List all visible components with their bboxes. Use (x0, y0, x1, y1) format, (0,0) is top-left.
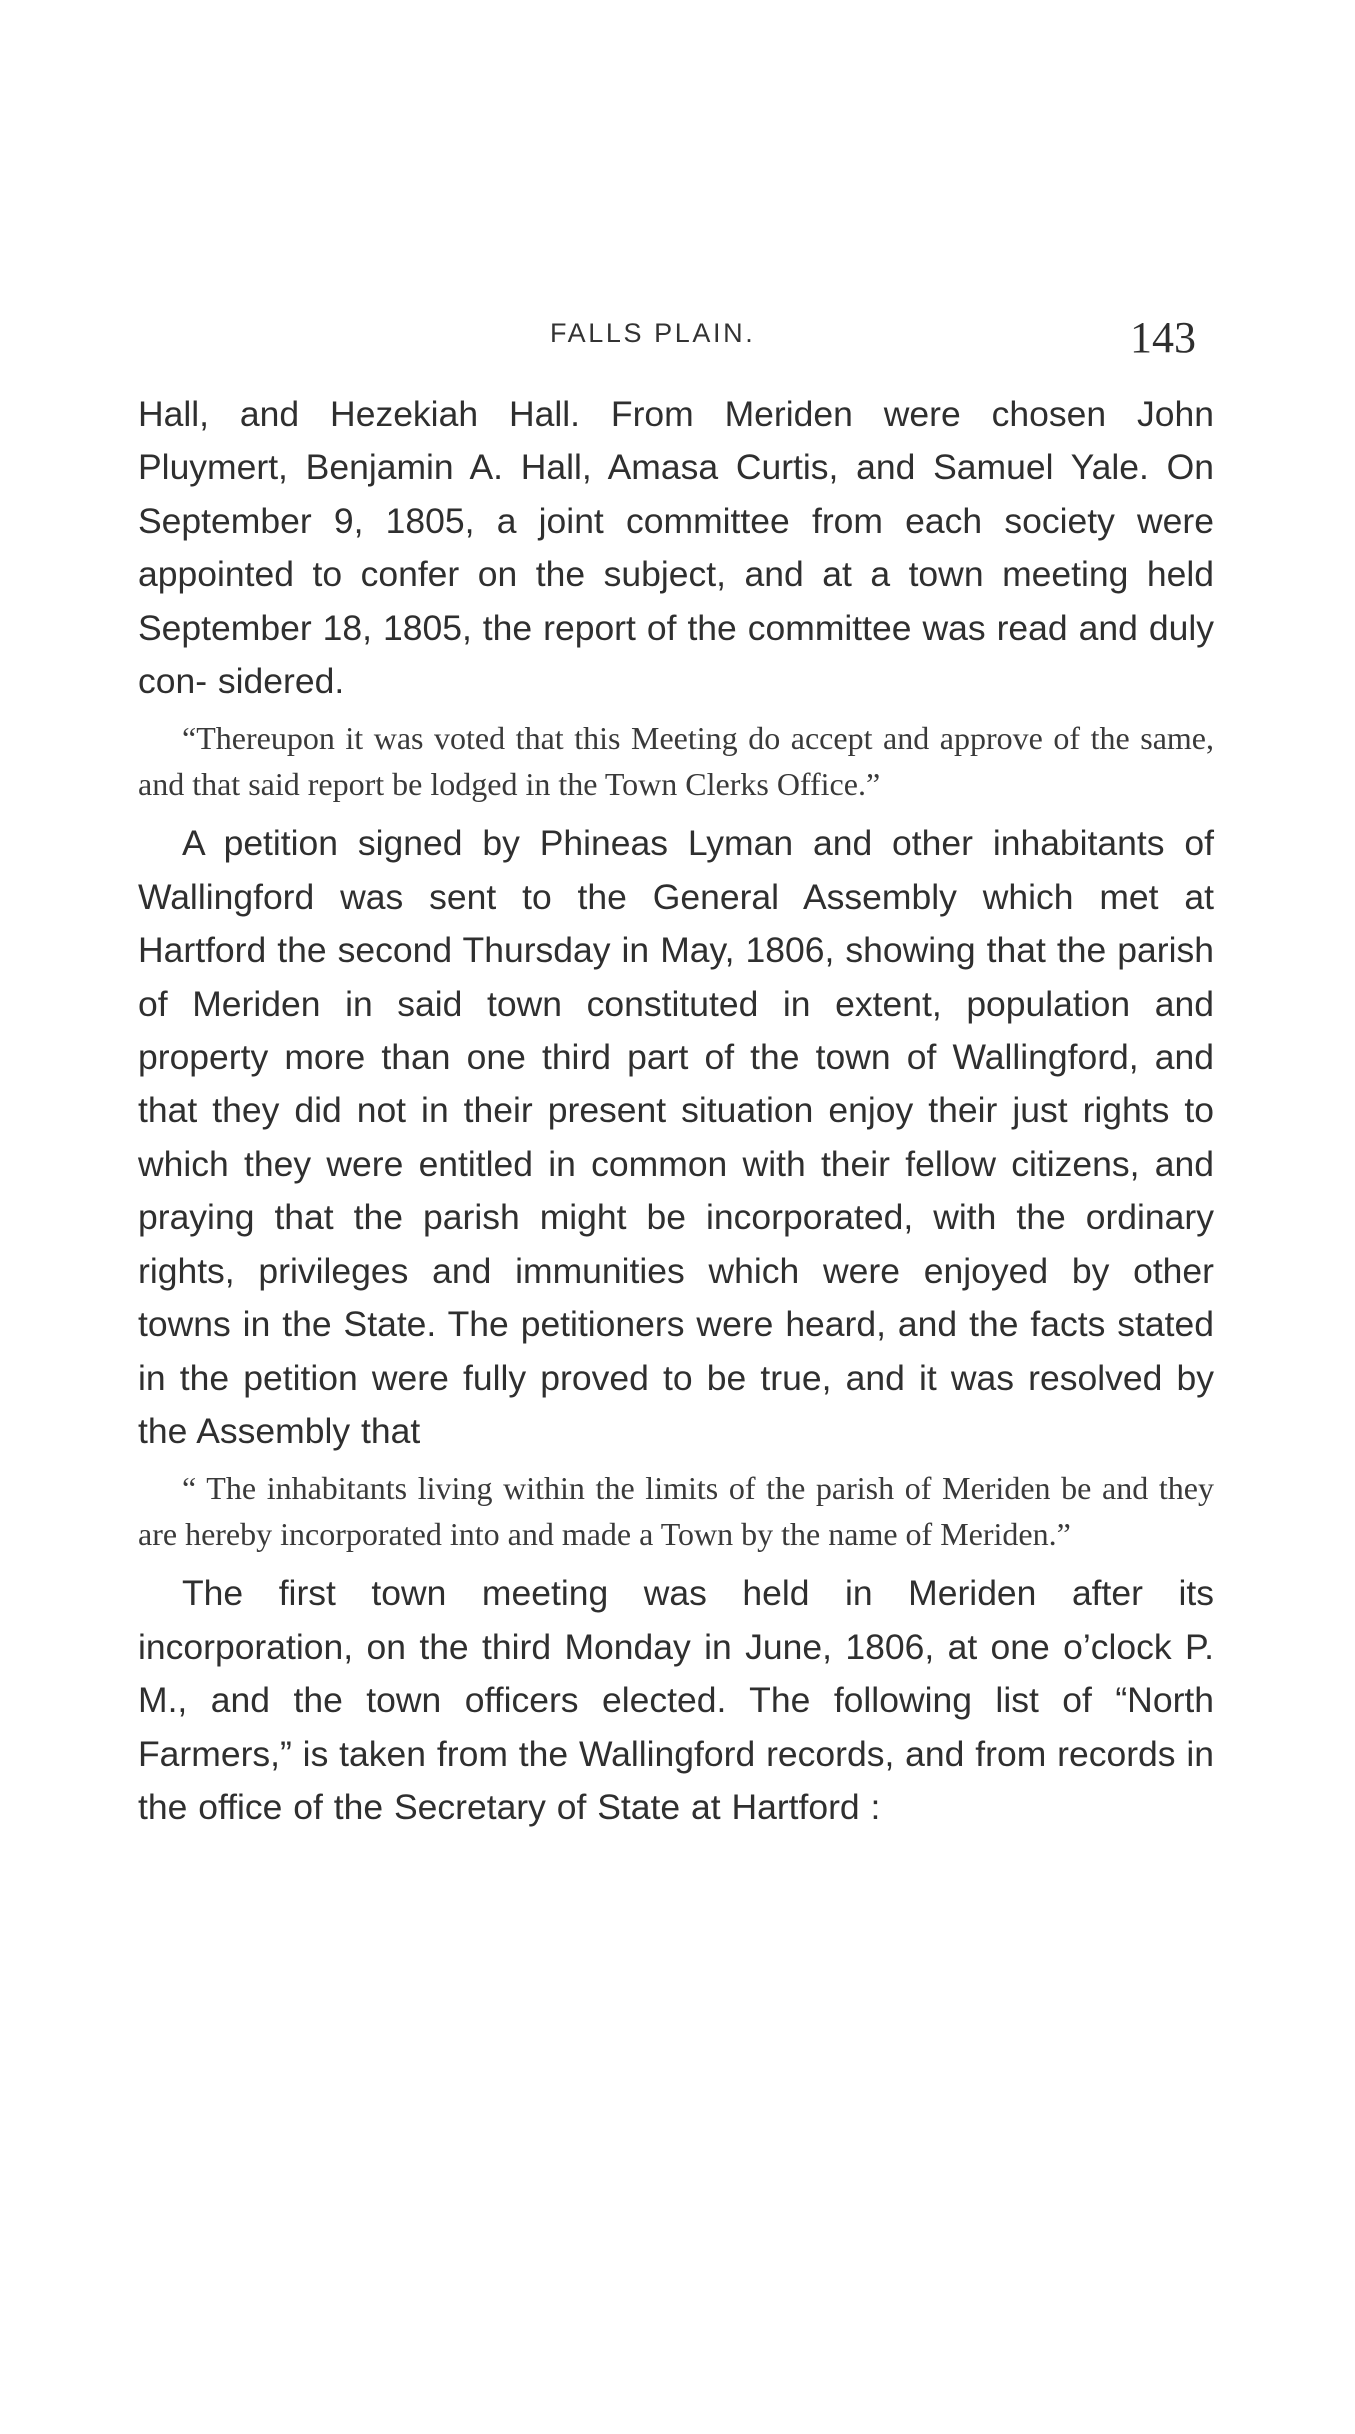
running-title: FALLS PLAIN. (550, 318, 756, 348)
quote-incorporation: “ The inhabitants living within the limits of the parish of Meriden be and they are hereby incorporated into and made a Town by the name of Meriden.” (138, 1470, 1214, 1552)
quote-town-clerk: “Thereupon it was voted that this Meeting do accept and approve of the same, and that said report be lodged in the Town Clerks Office.” (138, 720, 1214, 802)
page-number: 143 (1130, 313, 1196, 362)
paragraph-committee: Hall, and Hezekiah Hall. From Meriden were chosen John Pluymert, Benjamin A. Hall, Amasa Curtis, and Samuel Yale. On September 9, 1805, a joint committee from each society were appointed to confer on the subject, and at a town meeting held September 18, 1805, the report of the committee was read and duly con- sidered. (138, 394, 1214, 702)
paragraph-petition: A petition signed by Phineas Lyman and other inhabitants of Wallingford was sent to the General Assembly which met at Hartford the second Thursday in May, 1806, showing that the parish of Meriden in said town constituted in extent, population and property more than one third part of the town of Wallingford, and that they did not in their present situation enjoy their just rights to which they were entitled in common with their fellow citizens, and praying that the parish might be incorporated, with the ordinary rights, privileges and immunities which were enjoyed by other towns in the State. The petitioners were heard, and the facts stated in the petition were fully proved to be true, and it was resolved by the Assembly that (138, 823, 1214, 1451)
paragraph-first-town-meeting: The first town meeting was held in Meriden after its incorporation, on the third Monday in June, 1806, at one o’clock P. M., and the town officers elected. The following list of “North Farmers,” is taken from the Wallingford records, and from records in the office of the Secretary of State at Hartford : (138, 1573, 1215, 1827)
body-text (138, 388, 1214, 1834)
running-head (0, 313, 1355, 368)
